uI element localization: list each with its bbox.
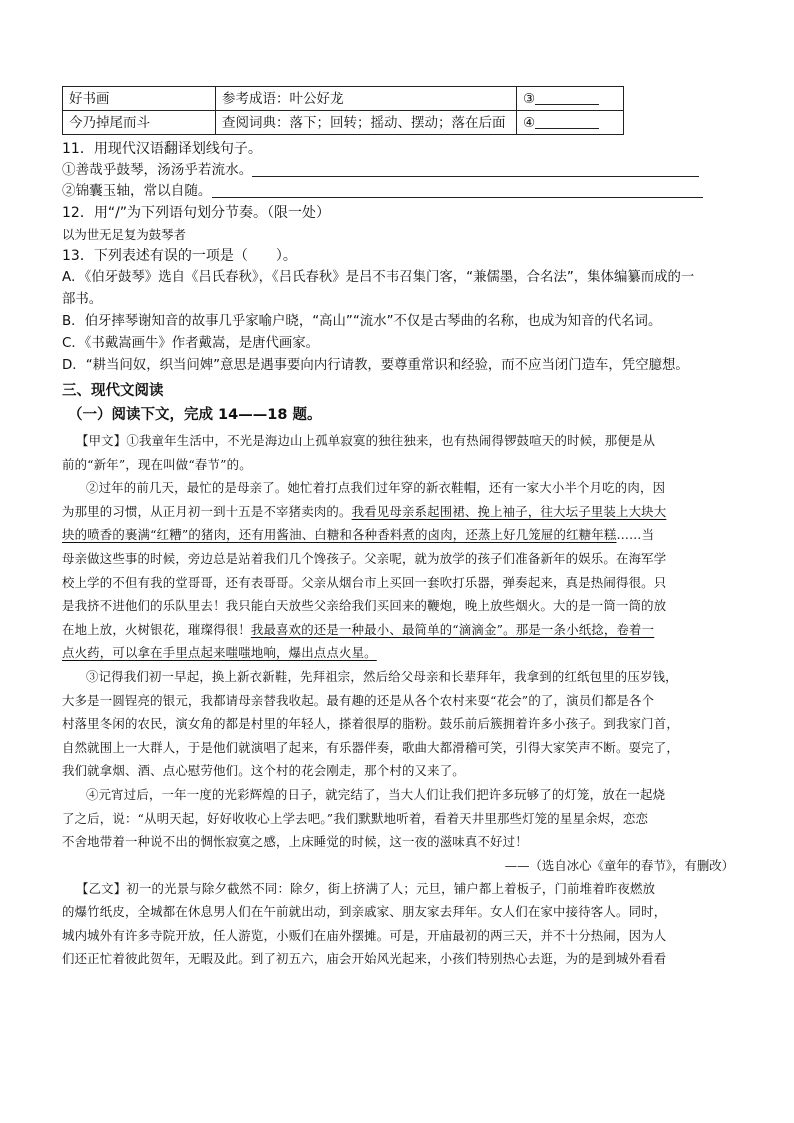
passage-line xyxy=(62,618,734,642)
passage-jia xyxy=(62,429,734,877)
option-d: D．“耕当问奴，织当问婢”意思是遇事要向内行请教，要尊重常识和经验，而不应当闭门造车，凭空臆想。 xyxy=(62,358,689,373)
table-cell: 查阅词典：落下；回转；摇动、摆动；落在后面 xyxy=(216,111,517,135)
passage-line: 的爆竹纸皮，全城都在休息男人们在午前就出动，到亲戚家、朋友家去拜年。女人们在家中接待客人。同时， xyxy=(62,904,667,920)
question-12-title: 12．用“/”为下列语句划分节奏。（限一处） xyxy=(62,205,331,221)
passage-line: 母亲做这些事的时候，旁边总是站着我们几个馋孩子。父亲呢，就为放学的孩子们准备新年的娱乐。在海军学 xyxy=(62,550,667,566)
passage-line: 自然就围上一大群人，于是他们就演唱了起来，有乐器伴奏，歌曲大都滑稽可笑，引得大家笑声不断。耍完了， xyxy=(62,739,679,755)
blank-number: ③ xyxy=(523,91,536,107)
table-row xyxy=(63,87,624,111)
passage-line: 校上学的不但有我的堂哥哥，还有表哥哥。父亲从烟台市上买回一套吹打乐器，弹奏起来，真是热闹得很。只 xyxy=(62,574,667,590)
passage-line xyxy=(62,523,734,547)
option-b: B．伯牙摔琴谢知音的故事几乎家喻户晓，“高山”“流水”不仅是古琴曲的名称，也成为知音的代名词。 xyxy=(62,314,662,329)
question-13-title: 13．下列表述有误的一项是（ ）。 xyxy=(62,248,297,264)
answer-blank[interactable] xyxy=(535,114,599,129)
question-11-title: 11．用现代汉语翻译划线句子。 xyxy=(62,141,262,157)
underlined-sentence: 我看见母亲系起围裙、挽上袖子，往大坛子里装上大块大 xyxy=(351,503,667,519)
question-11-sentence-1 xyxy=(62,160,734,181)
passage-line: ④元宵过后，一年一度的光彩辉煌的日子，就完结了，当大人们让我们把许多玩够了的灯笼，放在一起烧 xyxy=(86,786,666,802)
table-cell-blank xyxy=(517,87,624,111)
answer-blank[interactable] xyxy=(535,90,599,105)
text-span: 在地上放，火树银花，璀璨得很！ xyxy=(62,621,251,637)
passage-line xyxy=(62,641,734,665)
underlined-sentence: 块的喷香的裹满“红糟”的猪肉，还有用酱油、白糖和各种香料煮的卤肉，还蒸上好几笼屉的红糖年糕 xyxy=(62,527,617,543)
passage-line: 我们就拿烟、酒、点心慰劳他们。这个村的花会刚走，那个村的又来了。 xyxy=(62,763,465,779)
question-11-sentence-2 xyxy=(62,181,734,202)
passage-source: ——（选自冰心《童年的春节》，有删改） xyxy=(504,857,734,873)
passage-line: 城内城外有许多寺院开放，任人游览，小贩们在庙外摆摊。可是，开庙最初的两三天，并不十分热闹，因为人 xyxy=(62,927,667,943)
passage-yi xyxy=(62,877,734,971)
option-c: C．《书戴嵩画牛》作者戴嵩，是唐代画家。 xyxy=(62,336,320,351)
passage-line: 前的“新年”，现在叫做“春节”的。 xyxy=(62,456,252,472)
passage-line: 了之后，说：“从明天起，好好收收心上学去吧。”我们默默地听着，看着天井里那些灯笼的星星余烬，恋恋 xyxy=(62,810,649,826)
passage-line: ③记得我们初一早起，换上新衣新鞋，先拜祖宗，然后给父母亲和长辈拜年，我拿到的红纸包里的压岁钱， xyxy=(86,668,678,684)
passage-line: 【甲文】①我童年生活中，不光是海边山上孤单寂寞的独往独来，也有热闹得锣鼓喧天的时候，那便是从 xyxy=(76,433,656,448)
table-cell-blank xyxy=(517,111,624,135)
table-cell: 今乃掉尾而斗 xyxy=(63,111,216,135)
underlined-sentence: 点火药，可以拿在手里点起来嗤嗤地响，爆出点点火星。 xyxy=(62,645,377,661)
section-title: 三、现代文阅读 xyxy=(62,383,164,399)
passage-line xyxy=(62,500,734,524)
table-cell: 参考成语：叶公好龙 xyxy=(216,87,517,111)
table-cell: 好书画 xyxy=(63,87,216,111)
passage-line: 【乙文】初一的光景与除夕截然不同：除夕，街上挤满了人；元旦，铺户都上着板子，门前堆着昨夜燃放 xyxy=(76,880,656,896)
answer-line[interactable] xyxy=(212,183,703,198)
passage-line: 是我挤不进他们的乐队里去！我只能白天放些父亲给我们买回来的鞭炮，晚上放些烟火。大的是一筒一筒的放 xyxy=(62,598,667,614)
answer-line[interactable] xyxy=(252,162,699,177)
passage-line: 村落里冬闲的农民，演女角的都是村里的年轻人，搽着很厚的脂粉。鼓乐前后簇拥着许多小孩子。到我家门首， xyxy=(62,716,679,732)
passage-line: 们还正忙着彼此贺年，无暇及此。到了初五六，庙会开始风光起来，小孩们特别热心去逛，为的是到城外看看 xyxy=(62,951,667,967)
question-12-sentence: 以为世无足复为鼓琴者 xyxy=(62,227,186,242)
text-span: ……当 xyxy=(616,527,655,543)
passage-line: ②过年的前几天，最忙的是母亲了。她忙着打点我们过年穿的新衣鞋帽，还有一家大小半个月吃的肉，因 xyxy=(86,480,666,496)
text-span: 为那里的习惯，从正月初一到十五是不宰猪卖肉的。 xyxy=(62,503,352,519)
table-row xyxy=(63,111,624,135)
passage-line: 大多是一圆锃亮的银元，我都请母亲替我收起。最有趣的还是从各个农村来耍“花会”的了，演员们都是各个 xyxy=(62,692,655,708)
underlined-sentence: 我最喜欢的还是一种最小、最简单的“滴滴金”。那是一条小纸捻，卷着一 xyxy=(250,621,655,637)
reference-table xyxy=(62,86,624,135)
passage-line: 不舍地带着一种说不出的惆怅寂寞之感，上床睡觉的时候，这一夜的滋味真不好过！ xyxy=(62,834,528,850)
sentence-text: ①善哉乎鼓琴，汤汤乎若流水。 xyxy=(62,162,253,178)
subsection-title: （一）阅读下文，完成 14——18 题。 xyxy=(68,407,322,423)
option-a: A．《伯牙鼓琴》选自《吕氏春秋》，《吕氏春秋》是吕不韦召集门客，“兼儒墨，合名法”，集体编纂而成的一 xyxy=(62,270,695,285)
blank-number: ④ xyxy=(523,115,536,131)
option-a-cont: 部书。 xyxy=(62,292,103,307)
sentence-text: ②锦囊玉轴，常以自随。 xyxy=(62,183,212,199)
document-page xyxy=(62,86,734,971)
